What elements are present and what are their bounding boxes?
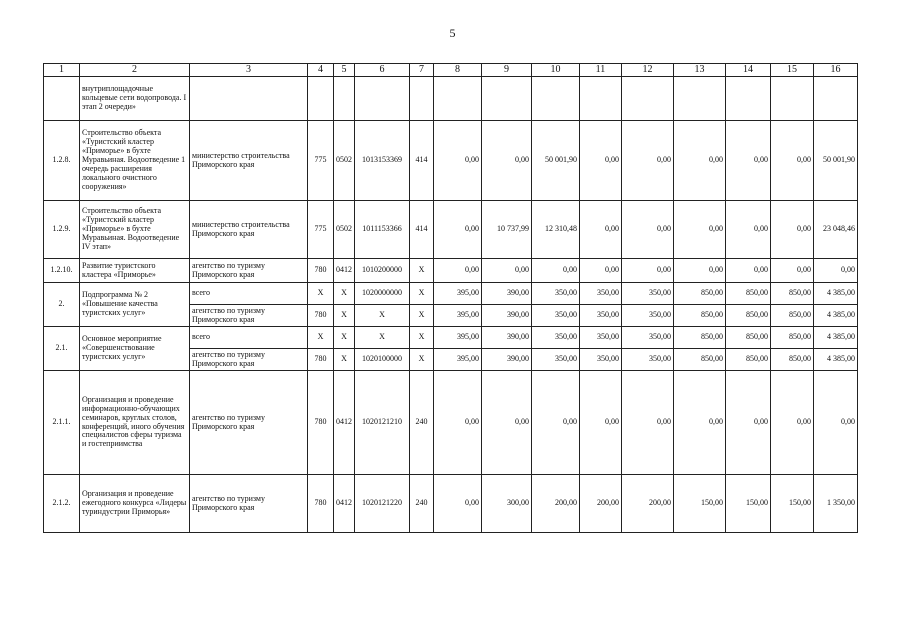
amount-cell: 150,00 — [771, 475, 814, 533]
target-article: 1010200000 — [355, 259, 410, 283]
row-number: 1.2.9. — [44, 201, 80, 259]
executor: агентство по туризму Приморского края — [190, 475, 308, 533]
amount-cell: 0,00 — [726, 121, 771, 201]
amount-cell: 395,00 — [434, 349, 482, 371]
amount-cell: 350,00 — [532, 327, 580, 349]
cell — [410, 77, 434, 121]
cell — [674, 77, 726, 121]
cell — [434, 77, 482, 121]
event-name: Подпрограмма № 2 «Повышение качества туристских услуг» — [80, 283, 190, 327]
amount-cell: 850,00 — [771, 283, 814, 305]
amount-cell: 0,00 — [580, 201, 622, 259]
amount-cell: 0,00 — [482, 259, 532, 283]
amount-cell: 0,00 — [674, 259, 726, 283]
target-article: 1020121220 — [355, 475, 410, 533]
header-cell: 16 — [814, 64, 858, 77]
budget-table — [43, 63, 858, 533]
expense-type: Х — [410, 283, 434, 305]
amount-cell: 0,00 — [482, 371, 532, 475]
header-row — [44, 64, 858, 77]
cell — [726, 77, 771, 121]
amount-cell: 350,00 — [580, 305, 622, 327]
amount-cell: 0,00 — [580, 371, 622, 475]
amount-cell: 390,00 — [482, 327, 532, 349]
executor — [190, 77, 308, 121]
grbs-code: 775 — [308, 121, 334, 201]
cell — [622, 77, 674, 121]
amount-cell: 850,00 — [674, 305, 726, 327]
total-cell: 4 385,00 — [814, 349, 858, 371]
total-cell: 4 385,00 — [814, 305, 858, 327]
amount-cell: 350,00 — [622, 283, 674, 305]
section-code: 0412 — [334, 259, 355, 283]
amount-cell: 0,00 — [532, 259, 580, 283]
total-cell: 0,00 — [814, 259, 858, 283]
table-row — [44, 77, 858, 121]
grbs-code: 780 — [308, 259, 334, 283]
section-code: 0502 — [334, 201, 355, 259]
expense-type: 414 — [410, 121, 434, 201]
cell — [532, 77, 580, 121]
total-cell: 0,00 — [814, 371, 858, 475]
cell — [355, 77, 410, 121]
table-row — [44, 259, 858, 283]
event-name: внутриплощадочные кольцевые сети водопровода. I этап 2 очереди» — [80, 77, 190, 121]
amount-cell: 0,00 — [674, 371, 726, 475]
amount-cell: 0,00 — [580, 121, 622, 201]
event-name: Основное мероприятие «Совершенствование туристских услуг» — [80, 327, 190, 371]
amount-cell: 0,00 — [726, 201, 771, 259]
amount-cell: 850,00 — [726, 283, 771, 305]
event-name: Организация и проведение информационно-обучающих семинаров, круглых столов, конференций, иного обучения специалистов сферы туризма и гостеприимства — [80, 371, 190, 475]
amount-cell: 350,00 — [532, 349, 580, 371]
header-cell: 12 — [622, 64, 674, 77]
event-name: Строительство объекта «Туристский кластер «Приморье» в бухте Муравьиная. Водоотведение 1 очередь расширения локального очистного сооружения» — [80, 121, 190, 201]
row-number: 2.1. — [44, 327, 80, 371]
amount-cell: 850,00 — [726, 327, 771, 349]
grbs-code: 780 — [308, 305, 334, 327]
header-cell: 7 — [410, 64, 434, 77]
section-code: 0412 — [334, 475, 355, 533]
header-cell: 11 — [580, 64, 622, 77]
amount-cell: 0,00 — [532, 371, 580, 475]
header-cell: 14 — [726, 64, 771, 77]
header-cell: 10 — [532, 64, 580, 77]
amount-cell: 0,00 — [622, 371, 674, 475]
amount-cell: 350,00 — [532, 305, 580, 327]
header-cell: 9 — [482, 64, 532, 77]
grbs-code: 780 — [308, 475, 334, 533]
header-cell: 2 — [80, 64, 190, 77]
amount-cell: 850,00 — [674, 283, 726, 305]
section-code: Х — [334, 349, 355, 371]
executor: всего — [190, 283, 308, 305]
amount-cell: 0,00 — [482, 121, 532, 201]
amount-cell: 350,00 — [580, 327, 622, 349]
event-name: Строительство объекта «Туристский кластер «Приморье» в бухте Муравьиная. Водоотведение IV этап» — [80, 201, 190, 259]
section-code: Х — [334, 327, 355, 349]
cell — [334, 77, 355, 121]
page-number: 5 — [449, 26, 456, 40]
amount-cell: 0,00 — [771, 121, 814, 201]
amount-cell: 0,00 — [771, 201, 814, 259]
amount-cell: 0,00 — [674, 201, 726, 259]
event-name: Развитие туристского кластера «Приморье» — [80, 259, 190, 283]
amount-cell: 10 737,99 — [482, 201, 532, 259]
amount-cell: 300,00 — [482, 475, 532, 533]
cell — [482, 77, 532, 121]
amount-cell: 0,00 — [771, 259, 814, 283]
amount-cell: 0,00 — [434, 121, 482, 201]
expense-type: Х — [410, 305, 434, 327]
target-article: 1011153366 — [355, 201, 410, 259]
header-cell: 15 — [771, 64, 814, 77]
amount-cell: 0,00 — [434, 201, 482, 259]
target-article: 1013153369 — [355, 121, 410, 201]
table-row — [44, 327, 858, 349]
grbs-code: Х — [308, 283, 334, 305]
total-cell: 1 350,00 — [814, 475, 858, 533]
amount-cell: 390,00 — [482, 349, 532, 371]
target-article: Х — [355, 327, 410, 349]
row-number: 2.1.1. — [44, 371, 80, 475]
grbs-code: Х — [308, 327, 334, 349]
amount-cell: 0,00 — [622, 201, 674, 259]
header-cell: 1 — [44, 64, 80, 77]
row-number: 1.2.10. — [44, 259, 80, 283]
table-row — [44, 475, 858, 533]
executor: министерство строительства Приморского края — [190, 201, 308, 259]
amount-cell: 850,00 — [771, 305, 814, 327]
target-article: 1020121210 — [355, 371, 410, 475]
section-code: Х — [334, 283, 355, 305]
executor: агентство по туризму Приморского края — [190, 259, 308, 283]
total-cell: 50 001,90 — [814, 121, 858, 201]
cell — [771, 77, 814, 121]
header-cell: 13 — [674, 64, 726, 77]
amount-cell: 390,00 — [482, 283, 532, 305]
amount-cell: 0,00 — [674, 121, 726, 201]
amount-cell: 0,00 — [726, 371, 771, 475]
amount-cell: 350,00 — [532, 283, 580, 305]
amount-cell: 850,00 — [726, 305, 771, 327]
table-row — [44, 201, 858, 259]
amount-cell: 50 001,90 — [532, 121, 580, 201]
executor: министерство строительства Приморского края — [190, 121, 308, 201]
amount-cell: 390,00 — [482, 305, 532, 327]
row-number: 2.1.2. — [44, 475, 80, 533]
expense-type: Х — [410, 349, 434, 371]
row-number: 1.2.8. — [44, 121, 80, 201]
executor: агентство по туризму Приморского края — [190, 305, 308, 327]
expense-type: 240 — [410, 371, 434, 475]
expense-type: Х — [410, 327, 434, 349]
amount-cell: 850,00 — [771, 327, 814, 349]
amount-cell: 350,00 — [622, 349, 674, 371]
table-row — [44, 121, 858, 201]
header-cell: 8 — [434, 64, 482, 77]
amount-cell: 850,00 — [726, 349, 771, 371]
amount-cell: 0,00 — [726, 259, 771, 283]
cell — [308, 77, 334, 121]
amount-cell: 0,00 — [771, 371, 814, 475]
amount-cell: 395,00 — [434, 305, 482, 327]
amount-cell: 12 310,48 — [532, 201, 580, 259]
amount-cell: 0,00 — [434, 475, 482, 533]
event-name: Организация и проведение ежегодного конкурса «Лидеры туриндустрии Приморья» — [80, 475, 190, 533]
executor: агентство по туризму Приморского края — [190, 349, 308, 371]
amount-cell: 200,00 — [532, 475, 580, 533]
amount-cell: 850,00 — [674, 327, 726, 349]
header-cell: 6 — [355, 64, 410, 77]
section-code: 0502 — [334, 121, 355, 201]
target-article: 1020000000 — [355, 283, 410, 305]
section-code: 0412 — [334, 371, 355, 475]
cell — [580, 77, 622, 121]
target-article: Х — [355, 305, 410, 327]
executor: агентство по туризму Приморского края — [190, 371, 308, 475]
expense-type: Х — [410, 259, 434, 283]
amount-cell: 350,00 — [622, 327, 674, 349]
amount-cell: 150,00 — [726, 475, 771, 533]
amount-cell: 200,00 — [580, 475, 622, 533]
amount-cell: 395,00 — [434, 283, 482, 305]
amount-cell: 0,00 — [434, 371, 482, 475]
header-cell: 5 — [334, 64, 355, 77]
target-article: 1020100000 — [355, 349, 410, 371]
total-cell: 4 385,00 — [814, 283, 858, 305]
amount-cell: 850,00 — [771, 349, 814, 371]
amount-cell: 200,00 — [622, 475, 674, 533]
expense-type: 240 — [410, 475, 434, 533]
grbs-code: 775 — [308, 201, 334, 259]
amount-cell: 0,00 — [434, 259, 482, 283]
cell — [814, 77, 858, 121]
amount-cell: 0,00 — [622, 121, 674, 201]
amount-cell: 850,00 — [674, 349, 726, 371]
grbs-code: 780 — [308, 371, 334, 475]
amount-cell: 0,00 — [622, 259, 674, 283]
row-number: 2. — [44, 283, 80, 327]
header-cell: 4 — [308, 64, 334, 77]
total-cell: 4 385,00 — [814, 327, 858, 349]
table-row — [44, 371, 858, 475]
amount-cell: 350,00 — [622, 305, 674, 327]
table-row — [44, 283, 858, 305]
amount-cell: 0,00 — [580, 259, 622, 283]
amount-cell: 150,00 — [674, 475, 726, 533]
header-cell: 3 — [190, 64, 308, 77]
expense-type: 414 — [410, 201, 434, 259]
section-code: Х — [334, 305, 355, 327]
amount-cell: 350,00 — [580, 349, 622, 371]
row-number — [44, 77, 80, 121]
amount-cell: 350,00 — [580, 283, 622, 305]
executor: всего — [190, 327, 308, 349]
total-cell: 23 048,46 — [814, 201, 858, 259]
amount-cell: 395,00 — [434, 327, 482, 349]
grbs-code: 780 — [308, 349, 334, 371]
